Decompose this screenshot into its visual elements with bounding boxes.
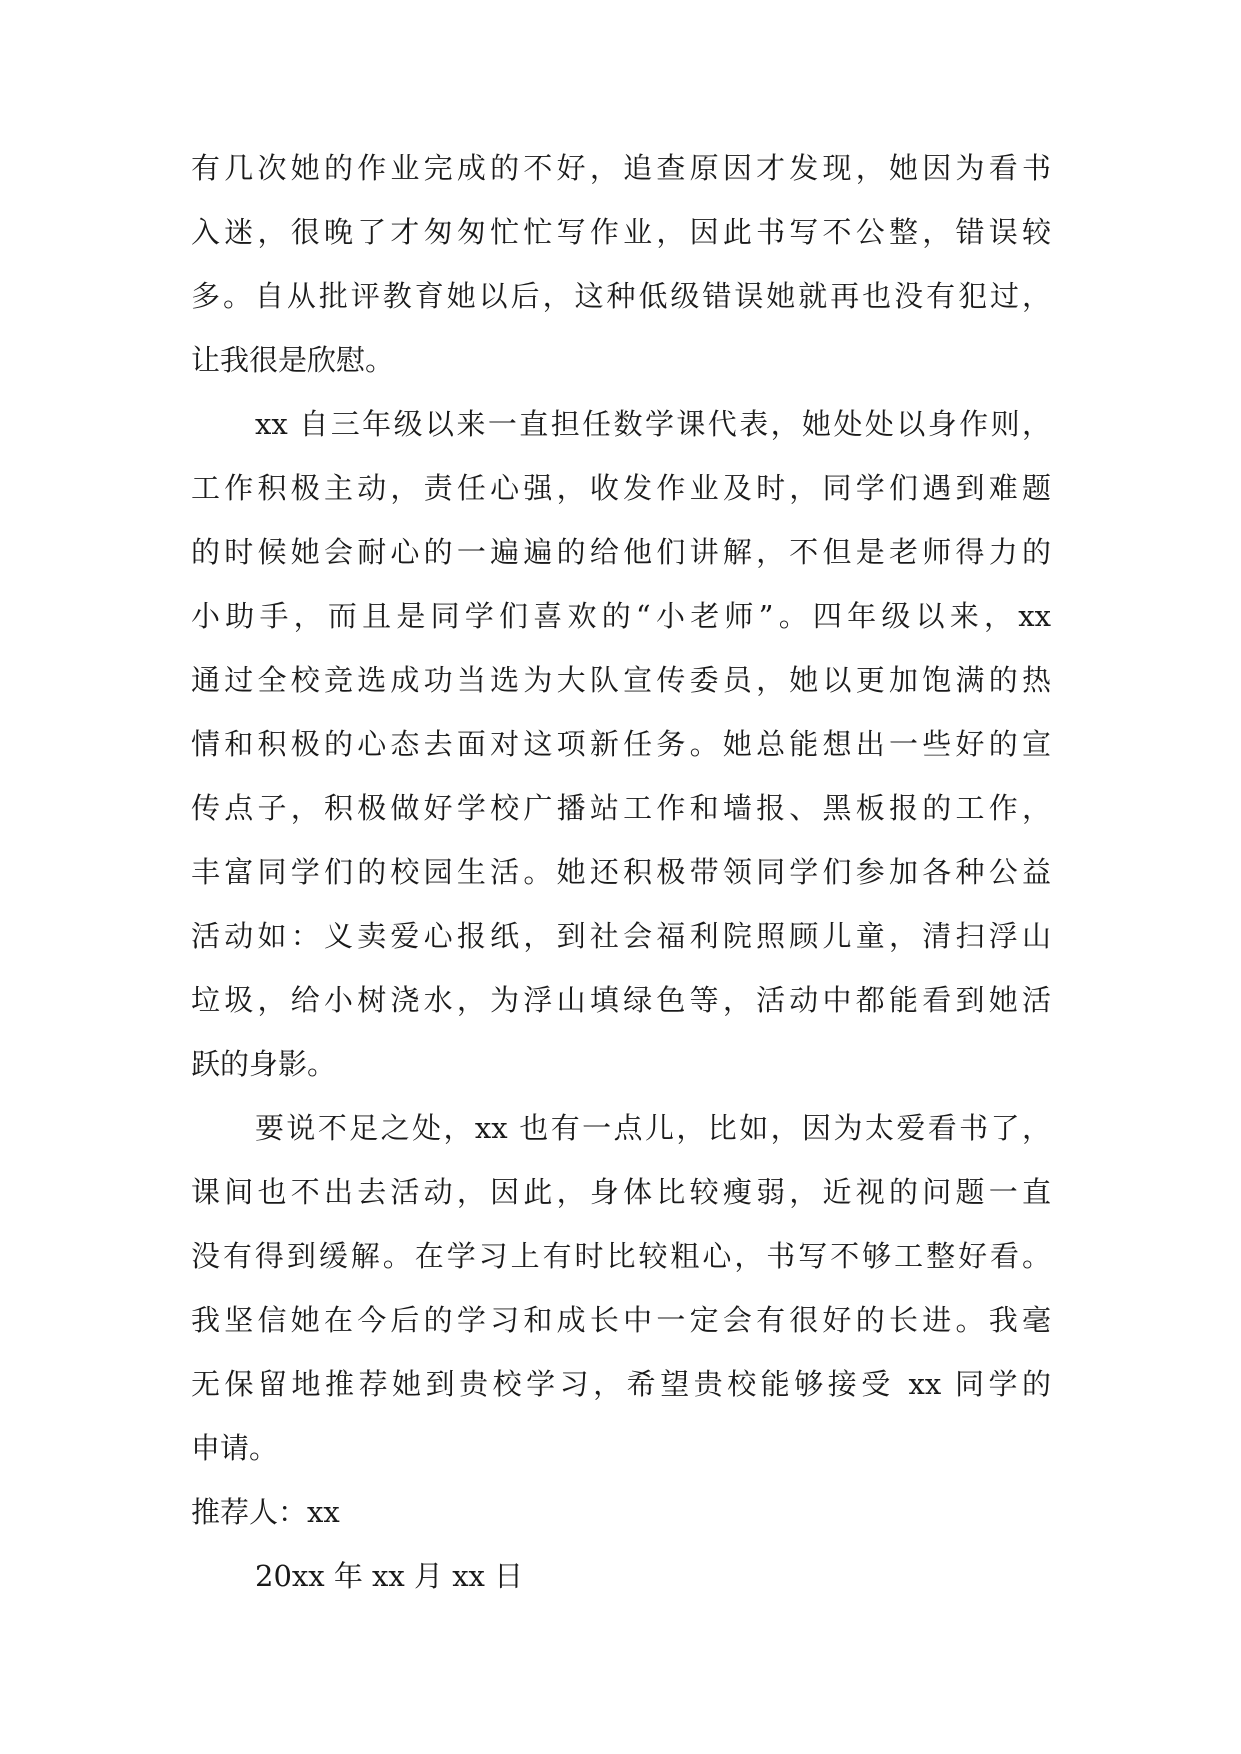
paragraph-line: 有几次她的作业完成的不好，追查原因才发现，她因为看书 <box>191 151 1051 185</box>
paragraph-line: 小助手，而且是同学们喜欢的“小老师”。四年级以来，xx <box>191 599 1051 633</box>
date-line: 20xx 年 xx 月 xx 日 <box>255 1559 524 1593</box>
paragraph-line: 活动如：义卖爱心报纸，到社会福利院照顾儿童，清扫浮山 <box>191 919 1051 953</box>
paragraph-line: 要说不足之处，xx 也有一点儿，比如，因为太爱看书了， <box>255 1111 1051 1145</box>
paragraph-line: 我坚信她在今后的学习和成长中一定会有很好的长进。我毫 <box>191 1303 1051 1337</box>
paragraph-line: 的时候她会耐心的一遍遍的给他们讲解，不但是老师得力的 <box>191 535 1051 569</box>
paragraph-line: 跃的身影。 <box>191 1047 337 1081</box>
paragraph-line: 传点子，积极做好学校广播站工作和墙报、黑板报的工作， <box>191 791 1051 825</box>
paragraph-line: 情和积极的心态去面对这项新任务。她总能想出一些好的宣 <box>191 727 1051 761</box>
paragraph-line: 入迷，很晚了才匆匆忙忙写作业，因此书写不公整，错误较 <box>191 215 1051 249</box>
paragraph-line: 工作积极主动，责任心强，收发作业及时，同学们遇到难题 <box>191 471 1051 505</box>
paragraph-line: 垃圾，给小树浇水，为浮山填绿色等，活动中都能看到她活 <box>191 983 1051 1017</box>
paragraph-line: 丰富同学们的校园生活。她还积极带领同学们参加各种公益 <box>191 855 1051 889</box>
paragraph-line: 没有得到缓解。在学习上有时比较粗心，书写不够工整好看。 <box>191 1239 1051 1273</box>
paragraph-line: 课间也不出去活动，因此，身体比较瘦弱，近视的问题一直 <box>191 1175 1051 1209</box>
paragraph-line: 无保留地推荐她到贵校学习，希望贵校能够接受 xx 同学的 <box>191 1367 1051 1401</box>
recommender-line: 推荐人：xx <box>191 1495 340 1529</box>
paragraph-line: xx 自三年级以来一直担任数学课代表，她处处以身作则， <box>255 407 1051 441</box>
paragraph-line: 通过全校竞选成功当选为大队宣传委员，她以更加饱满的热 <box>191 663 1051 697</box>
paragraph-line: 多。自从批评教育她以后，这种低级错误她就再也没有犯过， <box>191 279 1051 313</box>
paragraph-line: 让我很是欣慰。 <box>191 343 395 377</box>
paragraph-line: 申请。 <box>191 1431 279 1465</box>
